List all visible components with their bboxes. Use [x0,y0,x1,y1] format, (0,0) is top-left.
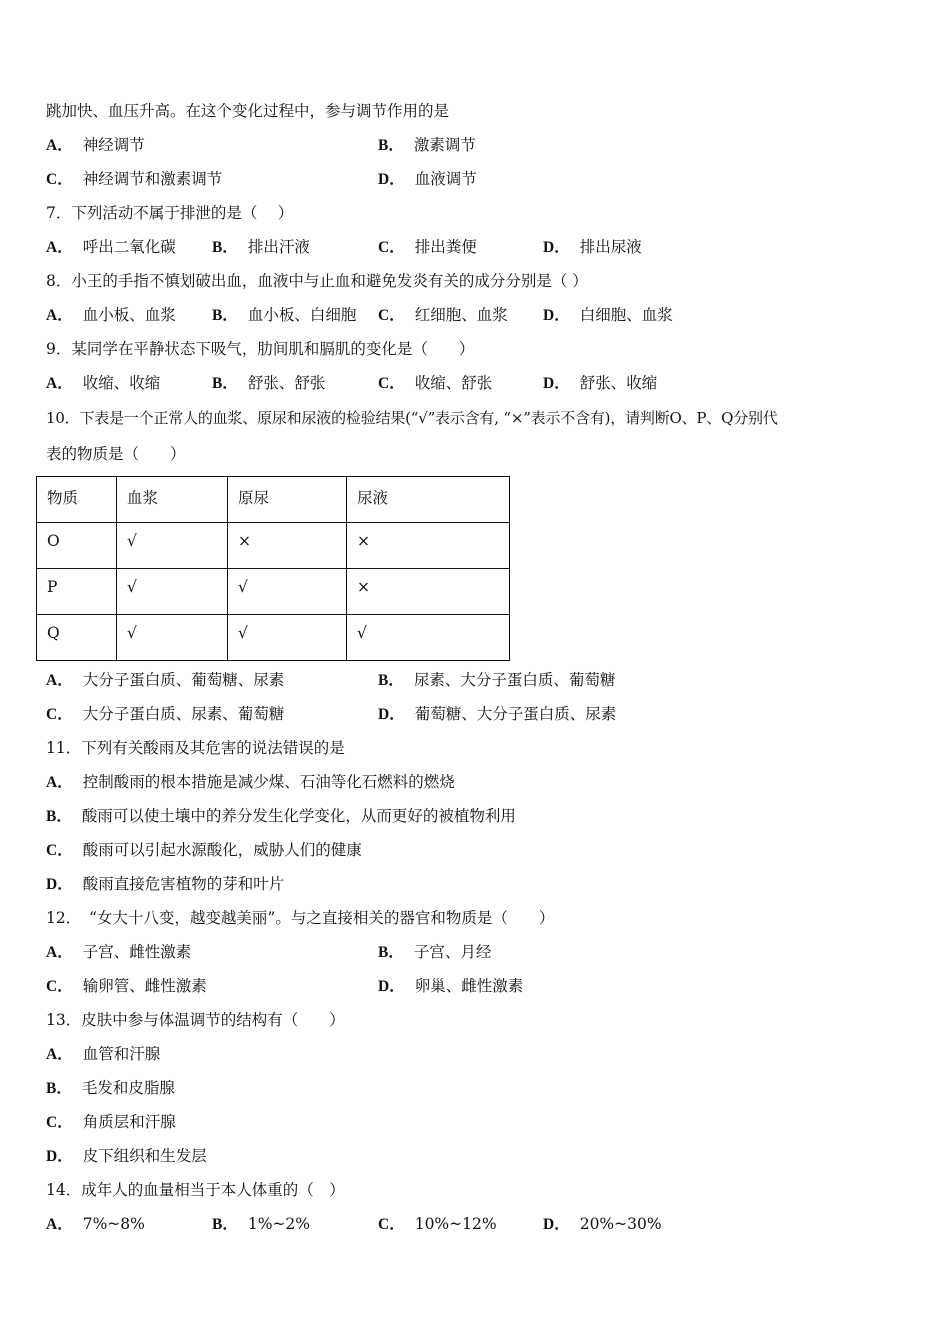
question-6-stem-tail: 跳加快、血压升高。在这个变化过程中，参与调节作用的是 [46,102,450,120]
q11-option-c[interactable]: C． 酸雨可以引起水源酸化，威胁人们的健康 [46,841,362,859]
q14-option-a[interactable]: A． 7%~8% [46,1215,145,1233]
table-row [37,615,510,661]
urine-analysis-table [36,476,510,661]
question-8-stem: 8．小王的手指不慎划破出血，血液中与止血和避免发炎有关的成分分别是（ ） [46,272,588,290]
q10-option-d[interactable]: D． 葡萄糖、大分子蛋白质、尿素 [378,705,617,723]
question-10-stem-line2: 表的物质是（ ） [46,445,186,463]
question-10-stem-line1: 10．下表是一个正常人的血浆、原尿和尿液的检验结果(“√”表示含有, “×”表示不含有)，请判断O、P、Q分别代 [46,409,778,427]
q10-option-c[interactable]: C． 大分子蛋白质、尿素、葡萄糖 [46,705,285,723]
q10-option-b[interactable]: B． 尿素、大分子蛋白质、葡萄糖 [378,671,616,689]
table-cell: √ [228,569,347,615]
q6-option-a[interactable]: A． 神经调节 [46,136,145,154]
table-cell: × [228,523,347,569]
table-header-cell: 物质 [37,477,117,523]
table-row [37,569,510,615]
q14-option-b[interactable]: B． 1%~2% [212,1215,311,1233]
table-header-cell: 原尿 [228,477,347,523]
q8-option-d[interactable]: D． 白细胞、血浆 [543,306,673,324]
q9-option-a[interactable]: A． 收缩、收缩 [46,374,161,392]
q12-option-c[interactable]: C． 输卵管、雌性激素 [46,977,207,995]
q12-option-d[interactable]: D． 卵巢、雌性激素 [378,977,524,995]
q11-option-d[interactable]: D． 酸雨直接危害植物的芽和叶片 [46,875,285,893]
q13-option-d[interactable]: D． 皮下组织和生发层 [46,1147,207,1165]
table-header-cell: 血浆 [117,477,228,523]
question-7-stem: 7．下列活动不属于排泄的是（ ） [46,204,294,222]
question-11-stem: 11．下列有关酸雨及其危害的说法错误的是 [46,739,345,757]
table-cell: × [347,569,510,615]
table-header-row [37,477,510,523]
table-cell: P [37,569,117,615]
q13-option-c[interactable]: C． 角质层和汗腺 [46,1113,176,1131]
q7-option-b[interactable]: B． 排出汗液 [212,238,310,256]
table-row [37,523,510,569]
q7-option-a[interactable]: A． 呼出二氧化碳 [46,238,176,256]
q6-option-c[interactable]: C． 神经调节和激素调节 [46,170,223,188]
question-14-stem: 14．成年人的血量相当于本人体重的（ ） [46,1181,345,1199]
table-cell: O [37,523,117,569]
q13-option-a[interactable]: A． 血管和汗腺 [46,1045,161,1063]
q7-option-d[interactable]: D． 排出尿液 [543,238,642,256]
table-cell: Q [37,615,117,661]
table-header-cell: 尿液 [347,477,510,523]
q6-option-b[interactable]: B． 激素调节 [378,136,476,154]
q8-option-a[interactable]: A． 血小板、血浆 [46,306,176,324]
q8-option-b[interactable]: B． 血小板、白细胞 [212,306,357,324]
q7-option-c[interactable]: C． 排出粪便 [378,238,477,256]
q13-option-b[interactable]: B． 毛发和皮脂腺 [46,1079,175,1097]
q9-option-b[interactable]: B． 舒张、舒张 [212,374,326,392]
table-cell: √ [117,569,228,615]
q6-option-d[interactable]: D． 血液调节 [378,170,477,188]
q11-option-b[interactable]: B． 酸雨可以使土壤中的养分发生化学变化，从而更好的被植物利用 [46,807,516,825]
question-9-stem: 9．某同学在平静状态下吸气，肋间肌和膈肌的变化是（ ） [46,340,475,358]
table-cell: √ [117,615,228,661]
question-13-stem: 13．皮肤中参与体温调节的结构有（ ） [46,1011,345,1029]
q11-option-a[interactable]: A． 控制酸雨的根本措施是减少煤、石油等化石燃料的燃烧 [46,773,455,791]
q12-option-b[interactable]: B． 子宫、月经 [378,943,492,961]
q14-option-c[interactable]: C． 10%~12% [378,1215,497,1233]
q10-option-a[interactable]: A． 大分子蛋白质、葡萄糖、尿素 [46,671,285,689]
table-cell: √ [117,523,228,569]
question-12-stem: 12． “女大十八变，越变越美丽”。与之直接相关的器官和物质是（ ） [46,909,555,927]
q14-option-d[interactable]: D． 20%~30% [543,1215,662,1233]
q12-option-a[interactable]: A． 子宫、雌性激素 [46,943,192,961]
table-cell: × [347,523,510,569]
table-cell: √ [347,615,510,661]
q9-option-d[interactable]: D． 舒张、收缩 [543,374,658,392]
q9-option-c[interactable]: C． 收缩、舒张 [378,374,493,392]
table-cell: √ [228,615,347,661]
q8-option-c[interactable]: C． 红细胞、血浆 [378,306,508,324]
